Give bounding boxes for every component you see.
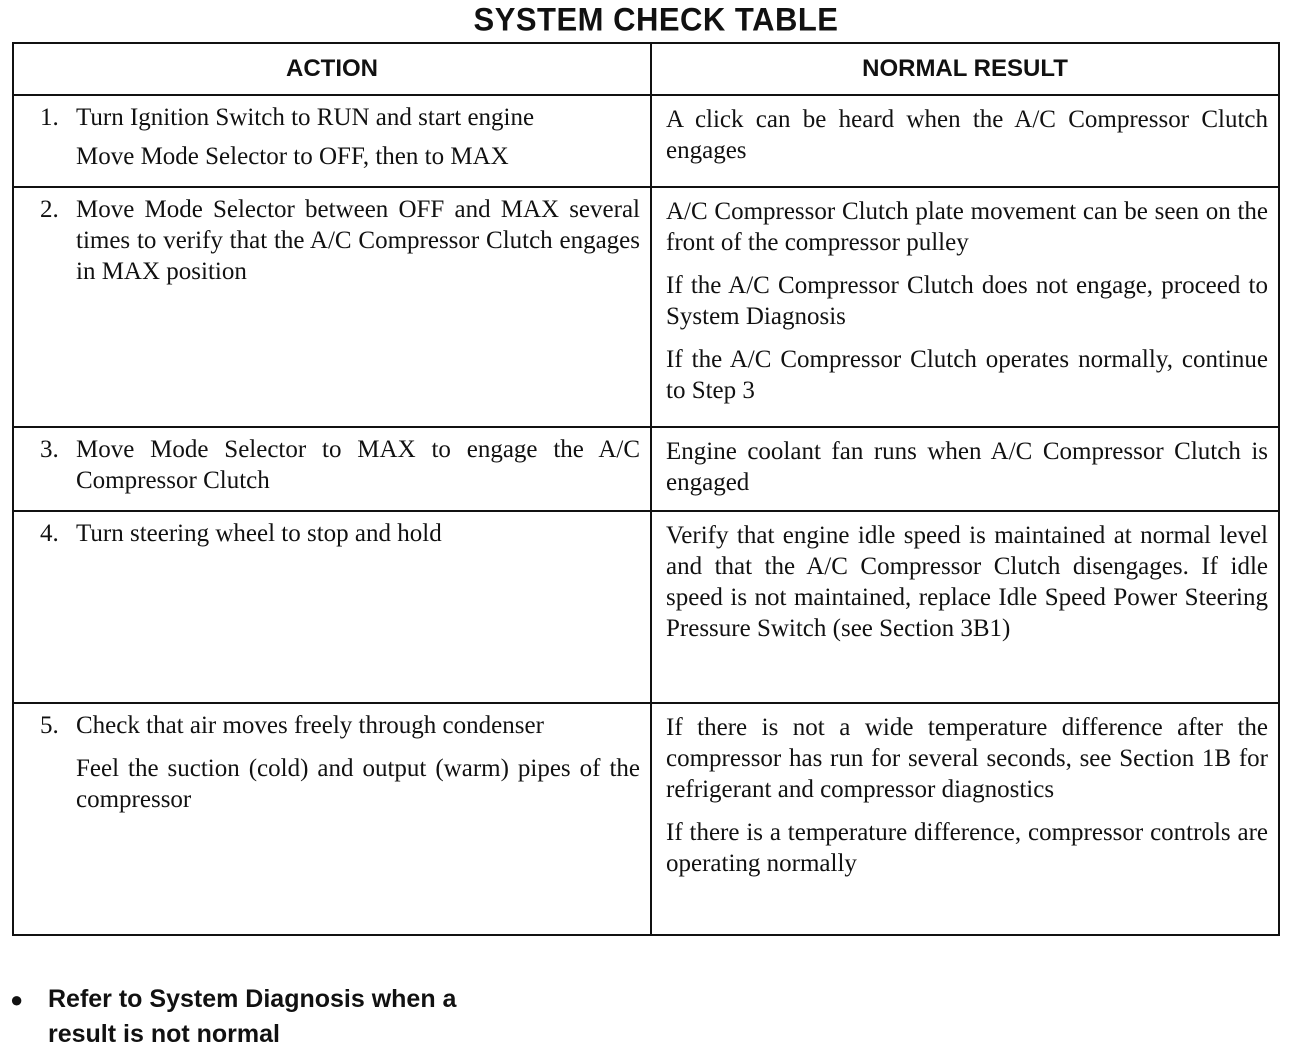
step-text [76, 434, 640, 496]
step-number: 5. [40, 712, 59, 739]
action-paragraph: Feel the suction (cold) and output (warm) pipes of the compressor [76, 755, 640, 813]
table-row [13, 187, 1279, 427]
action-cell [13, 95, 651, 187]
result-cell [651, 511, 1279, 703]
result-paragraph: A click can be heard when the A/C Compressor Clutch engages [666, 106, 1268, 164]
result-paragraph: Verify that engine idle speed is maintained at normal level and that the A/C Compressor Clutch disengages. If idle speed is not maintained, replace Idle Speed Power Steering Pressure Switch (see Section 3B1) [666, 522, 1268, 642]
action-paragraph: Move Mode Selector to MAX to engage the A/C Compressor Clutch [76, 436, 640, 494]
footnote-text: Refer to System Diagnosis when a result is not normal [48, 985, 457, 1048]
step-text [76, 194, 640, 287]
system-check-table [12, 42, 1280, 936]
result-cell [651, 703, 1279, 935]
result-column-header: NORMAL RESULT [651, 43, 1279, 95]
step-text [76, 102, 640, 172]
result-paragraph: If the A/C Compressor Clutch does not engage, proceed to System Diagnosis [666, 272, 1268, 330]
step-number: 1. [40, 104, 59, 131]
footnote [10, 982, 528, 1052]
result-paragraph: If there is not a wide temperature difference after the compressor has run for several seconds, see Section 1B for refrigerant and compressor diagnostics [666, 714, 1268, 803]
step-number: 4. [40, 520, 59, 547]
table-row [13, 95, 1279, 187]
table-row [13, 703, 1279, 935]
step-text [76, 710, 640, 815]
action-column-header: ACTION [13, 43, 651, 95]
action-paragraph: Check that air moves freely through condenser [76, 712, 544, 739]
step-text [76, 518, 640, 549]
step-number: 3. [40, 436, 59, 463]
action-cell [13, 427, 651, 511]
bullet-icon: ● [10, 987, 24, 1012]
step-number: 2. [40, 196, 59, 223]
action-paragraph: Move Mode Selector between OFF and MAX several times to verify that the A/C Compressor Clutch engages in MAX position [76, 196, 640, 285]
result-paragraph: Engine coolant fan runs when A/C Compressor Clutch is engaged [666, 438, 1268, 496]
table-row [13, 511, 1279, 703]
result-paragraph: If the A/C Compressor Clutch operates normally, continue to Step 3 [666, 346, 1268, 404]
action-paragraph: Move Mode Selector to OFF, then to MAX [76, 143, 509, 170]
action-cell [13, 703, 651, 935]
action-cell [13, 511, 651, 703]
action-cell [13, 187, 651, 427]
result-paragraph: A/C Compressor Clutch plate movement can be seen on the front of the compressor pulley [666, 198, 1268, 256]
action-paragraph: Turn steering wheel to stop and hold [76, 520, 442, 547]
result-cell [651, 187, 1279, 427]
table-row [13, 427, 1279, 511]
result-cell [651, 427, 1279, 511]
result-cell [651, 95, 1279, 187]
result-paragraph: If there is a temperature difference, compressor controls are operating normally [666, 819, 1268, 877]
table-title: SYSTEM CHECK TABLE [473, 1, 839, 38]
action-paragraph: Turn Ignition Switch to RUN and start engine [76, 104, 535, 131]
table-header-row [13, 43, 1279, 95]
